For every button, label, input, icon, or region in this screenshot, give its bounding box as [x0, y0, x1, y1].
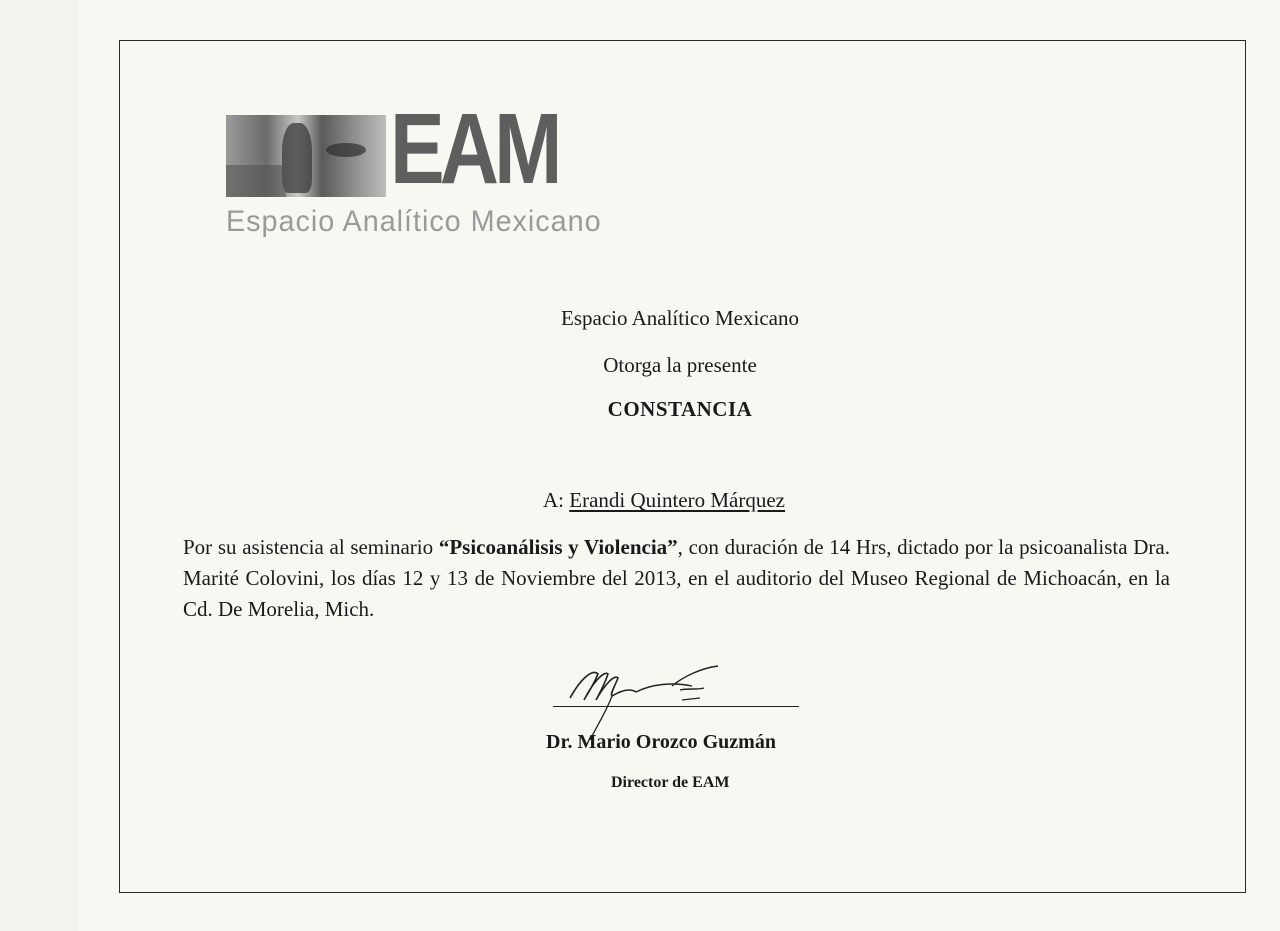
signer-title: Director de EAM	[611, 774, 730, 791]
body-part-1: Por su asistencia al seminario	[183, 535, 439, 559]
handwritten-signature	[552, 660, 812, 740]
signature-line	[553, 706, 799, 707]
seminar-title: “Psicoanálisis y Violencia”	[438, 535, 678, 559]
logo-mark: EAM	[390, 93, 558, 205]
organization-name: Espacio Analítico Mexicano	[561, 306, 799, 330]
recipient-name: Erandi Quintero Márquez	[569, 488, 786, 512]
eam-logo	[226, 93, 602, 241]
recipient-line	[543, 488, 785, 513]
logo-portrait-image	[226, 115, 386, 197]
body-part-2: , con duración de 14 Hrs, dictado por la psicoanalista Dra. Marité Colovini, los días 12 y 13 de Noviembre del 2013, en el auditorio del Museo Regional de Michoacán, en la Cd. De Morelia, Mich.	[183, 535, 1170, 621]
logo-subtitle: Espacio Analítico Mexicano	[226, 205, 602, 238]
certificate-body	[183, 532, 1170, 625]
signer-name: Dr. Mario Orozco Guzmán	[546, 731, 776, 753]
certificate-title: CONSTANCIA	[607, 397, 753, 421]
recipient-prefix: A:	[543, 488, 564, 512]
grants-line: Otorga la presente	[603, 353, 757, 377]
